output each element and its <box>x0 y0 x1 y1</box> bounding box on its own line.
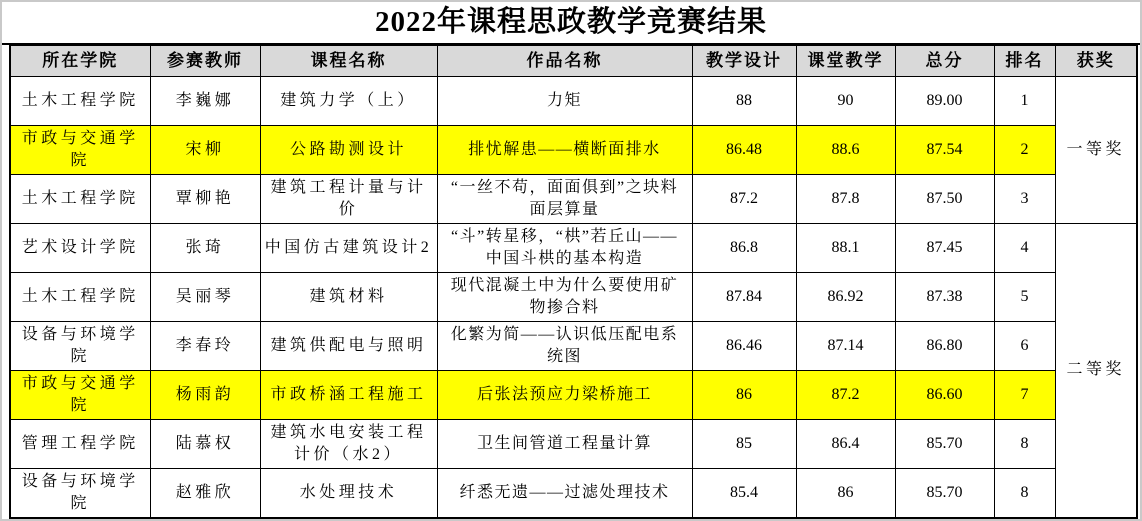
cell-total: 87.54 <box>895 126 994 175</box>
cell-course: 建筑材料 <box>260 273 437 322</box>
page-title: 2022年课程思政教学竞赛结果 <box>2 2 1140 45</box>
cell-total: 85.70 <box>895 469 994 518</box>
cell-course: 建筑供配电与照明 <box>260 322 437 371</box>
cell-work: 后张法预应力梁桥施工 <box>437 371 692 420</box>
cell-teacher: 吴丽琴 <box>150 273 260 322</box>
header-rank: 排名 <box>994 46 1055 77</box>
table-row <box>10 420 1137 469</box>
cell-course: 建筑工程计量与计价 <box>260 175 437 224</box>
cell-work: 现代混凝土中为什么要使用矿物掺合料 <box>437 273 692 322</box>
cell-total: 86.80 <box>895 322 994 371</box>
cell-college: 土木工程学院 <box>10 77 150 126</box>
cell-course: 中国仿古建筑设计2 <box>260 224 437 273</box>
cell-college: 艺术设计学院 <box>10 224 150 273</box>
cell-design: 86.8 <box>692 224 796 273</box>
results-page <box>2 2 1140 519</box>
cell-total: 89.00 <box>895 77 994 126</box>
cell-work: 排忧解患——横断面排水 <box>437 126 692 175</box>
cell-total: 87.45 <box>895 224 994 273</box>
cell-design: 86 <box>692 371 796 420</box>
cell-rank: 8 <box>994 469 1055 518</box>
cell-college: 设备与环境学院 <box>10 469 150 518</box>
header-row <box>10 46 1137 77</box>
header-classroom: 课堂教学 <box>796 46 895 77</box>
table-row <box>10 175 1137 224</box>
cell-rank: 7 <box>994 371 1055 420</box>
cell-college: 市政与交通学院 <box>10 126 150 175</box>
cell-total: 86.60 <box>895 371 994 420</box>
award-cell-first-prize: 一等奖 <box>1055 77 1137 224</box>
cell-design: 87.2 <box>692 175 796 224</box>
cell-design: 86.48 <box>692 126 796 175</box>
cell-classroom: 86.92 <box>796 273 895 322</box>
cell-course: 市政桥涵工程施工 <box>260 371 437 420</box>
cell-work: 力矩 <box>437 77 692 126</box>
cell-total: 87.50 <box>895 175 994 224</box>
cell-work: “斗”转星移，“栱”若丘山——中国斗栱的基本构造 <box>437 224 692 273</box>
cell-design: 85 <box>692 420 796 469</box>
cell-teacher: 李春玲 <box>150 322 260 371</box>
cell-classroom: 88.1 <box>796 224 895 273</box>
cell-classroom: 90 <box>796 77 895 126</box>
header-design: 教学设计 <box>692 46 796 77</box>
cell-teacher: 张琦 <box>150 224 260 273</box>
cell-design: 87.84 <box>692 273 796 322</box>
award-cell-second-prize: 二等奖 <box>1055 224 1137 518</box>
cell-classroom: 86 <box>796 469 895 518</box>
cell-teacher: 宋柳 <box>150 126 260 175</box>
cell-total: 85.70 <box>895 420 994 469</box>
cell-work: 化繁为简——认识低压配电系统图 <box>437 322 692 371</box>
cell-college: 管理工程学院 <box>10 420 150 469</box>
table-row <box>10 273 1137 322</box>
cell-college: 土木工程学院 <box>10 273 150 322</box>
cell-teacher: 李巍娜 <box>150 77 260 126</box>
header-college: 所在学院 <box>10 46 150 77</box>
cell-work: 卫生间管道工程量计算 <box>437 420 692 469</box>
cell-classroom: 87.2 <box>796 371 895 420</box>
table-row <box>10 224 1137 273</box>
header-teacher: 参赛教师 <box>150 46 260 77</box>
table-row <box>10 469 1137 518</box>
header-course: 课程名称 <box>260 46 437 77</box>
cell-rank: 2 <box>994 126 1055 175</box>
cell-classroom: 86.4 <box>796 420 895 469</box>
cell-design: 85.4 <box>692 469 796 518</box>
results-table <box>9 45 1138 519</box>
cell-rank: 6 <box>994 322 1055 371</box>
cell-teacher: 赵雅欣 <box>150 469 260 518</box>
cell-classroom: 87.8 <box>796 175 895 224</box>
cell-work: “一丝不苟，面面俱到”之块料面层算量 <box>437 175 692 224</box>
cell-design: 86.46 <box>692 322 796 371</box>
cell-college: 市政与交通学院 <box>10 371 150 420</box>
table-row-highlighted <box>10 126 1137 175</box>
cell-course: 建筑水电安装工程计价（水2） <box>260 420 437 469</box>
cell-college: 土木工程学院 <box>10 175 150 224</box>
cell-teacher: 杨雨韵 <box>150 371 260 420</box>
table-row <box>10 77 1137 126</box>
cell-rank: 4 <box>994 224 1055 273</box>
cell-design: 88 <box>692 77 796 126</box>
cell-classroom: 88.6 <box>796 126 895 175</box>
cell-rank: 8 <box>994 420 1055 469</box>
cell-teacher: 覃柳艳 <box>150 175 260 224</box>
cell-rank: 3 <box>994 175 1055 224</box>
cell-classroom: 87.14 <box>796 322 895 371</box>
table-row-highlighted <box>10 371 1137 420</box>
header-work: 作品名称 <box>437 46 692 77</box>
table-row <box>10 322 1137 371</box>
cell-course: 建筑力学（上） <box>260 77 437 126</box>
cell-total: 87.38 <box>895 273 994 322</box>
header-award: 获奖 <box>1055 46 1137 77</box>
cell-rank: 1 <box>994 77 1055 126</box>
header-total: 总分 <box>895 46 994 77</box>
cell-course: 公路勘测设计 <box>260 126 437 175</box>
cell-teacher: 陆慕权 <box>150 420 260 469</box>
cell-course: 水处理技术 <box>260 469 437 518</box>
cell-college: 设备与环境学院 <box>10 322 150 371</box>
cell-rank: 5 <box>994 273 1055 322</box>
cell-work: 纤悉无遗——过滤处理技术 <box>437 469 692 518</box>
